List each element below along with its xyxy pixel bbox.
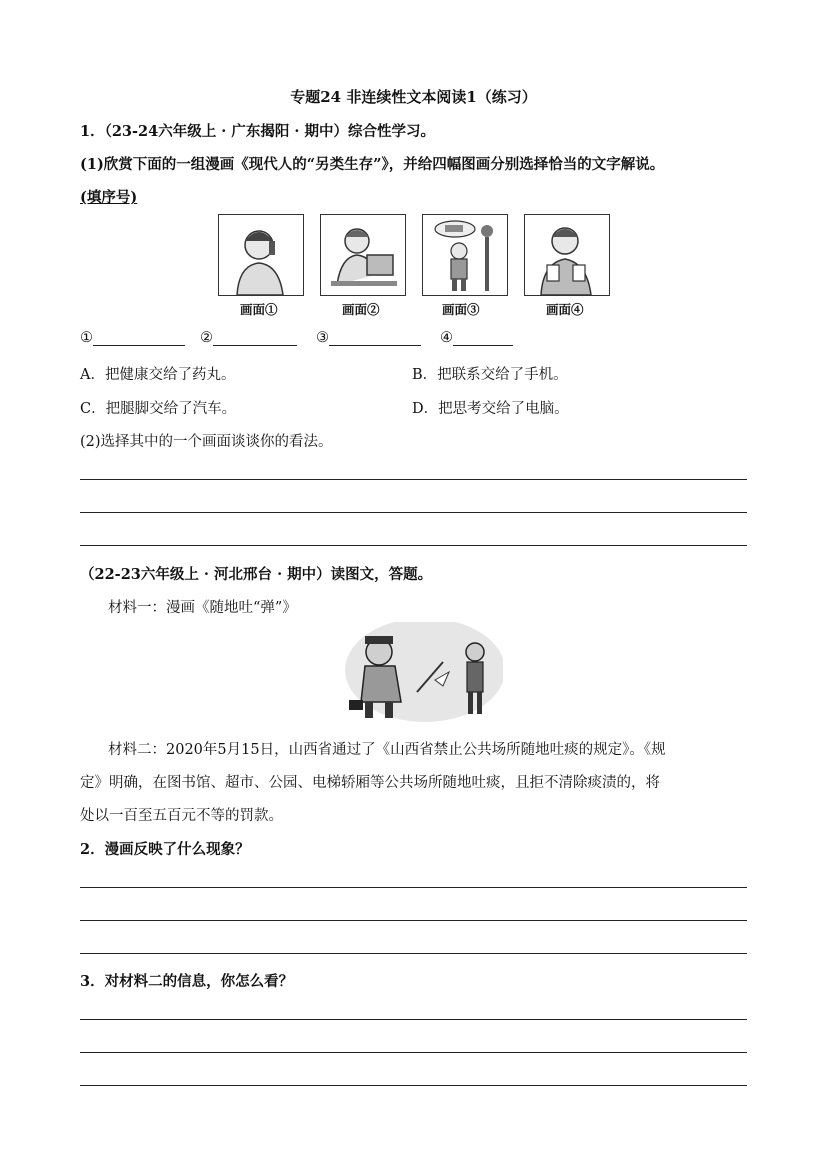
option-d: D．把思考交给了电脑。 — [412, 401, 569, 417]
material-2-line-1: 材料二：2020年5月15日，山西省通过了《山西省禁止公共场所随地吐痰的规定》。《规 — [108, 742, 666, 758]
answer-blank-4[interactable]: ④ — [440, 330, 513, 346]
answer-line[interactable] — [80, 545, 747, 546]
question-3-ask: 3．对材料二的信息，你怎么看？ — [80, 973, 294, 990]
panel-caption-4: 画面④ — [546, 302, 584, 317]
answer-blank-1[interactable]: ① — [80, 330, 185, 346]
answer-blank-3[interactable]: ③ — [316, 330, 421, 346]
question-1-part-1: (1)欣赏下面的一组漫画《现代人的“另类生存”》，并给四幅图画分别选择恰当的文字解说。 — [80, 156, 665, 173]
person-computer-illustration — [321, 215, 405, 295]
comic-panel-2 — [320, 214, 406, 296]
option-b: B．把联系交给了手机。 — [412, 367, 568, 383]
material-2-line-3: 处以一百至五百元不等的罚款。 — [80, 808, 283, 824]
question-1-part-2: (2)选择其中的一个画面谈谈你的看法。 — [80, 434, 333, 450]
option-c: C．把腿脚交给了汽车。 — [80, 401, 237, 417]
answer-line[interactable] — [80, 887, 747, 888]
answer-line[interactable] — [80, 1052, 747, 1053]
comic-panel-1 — [218, 214, 304, 296]
question-2-header: （22-23六年级上 · 河北邢台 · 期中）读图文，答题。 — [80, 566, 433, 583]
page-title: 专题24 非连续性文本阅读1（练习） — [290, 88, 537, 106]
answer-line[interactable] — [80, 1085, 747, 1086]
comic-panel-4 — [524, 214, 610, 296]
panel-caption-2: 画面② — [342, 302, 380, 317]
person-car-illustration — [423, 215, 507, 295]
person-pills-illustration — [525, 215, 609, 295]
material-1-label: 材料一：漫画《随地吐“弹”》 — [108, 600, 297, 616]
option-a: A．把健康交给了药丸。 — [80, 367, 236, 383]
panel-caption-3: 画面③ — [442, 302, 480, 317]
answer-line[interactable] — [80, 479, 747, 480]
answer-line[interactable] — [80, 953, 747, 954]
answer-line[interactable] — [80, 920, 747, 921]
person-phone-illustration — [219, 215, 303, 295]
answer-blank-2[interactable]: ② — [200, 330, 297, 346]
spitting-cartoon — [325, 622, 503, 726]
material-2-line-2: 定》明确，在图书馆、超市、公园、电梯轿厢等公共场所随地吐痰，且拒不清除痰渍的，将 — [80, 775, 660, 791]
answer-line[interactable] — [80, 512, 747, 513]
question-1-note: (填序号) — [80, 189, 138, 206]
cartoon-illustration — [325, 622, 503, 726]
answer-line[interactable] — [80, 1019, 747, 1020]
panel-caption-1: 画面① — [240, 302, 278, 317]
question-2-ask: 2．漫画反映了什么现象？ — [80, 841, 250, 858]
comic-panel-3 — [422, 214, 508, 296]
question-1-header: 1．（23-24六年级上 · 广东揭阳 · 期中）综合性学习。 — [80, 123, 436, 140]
